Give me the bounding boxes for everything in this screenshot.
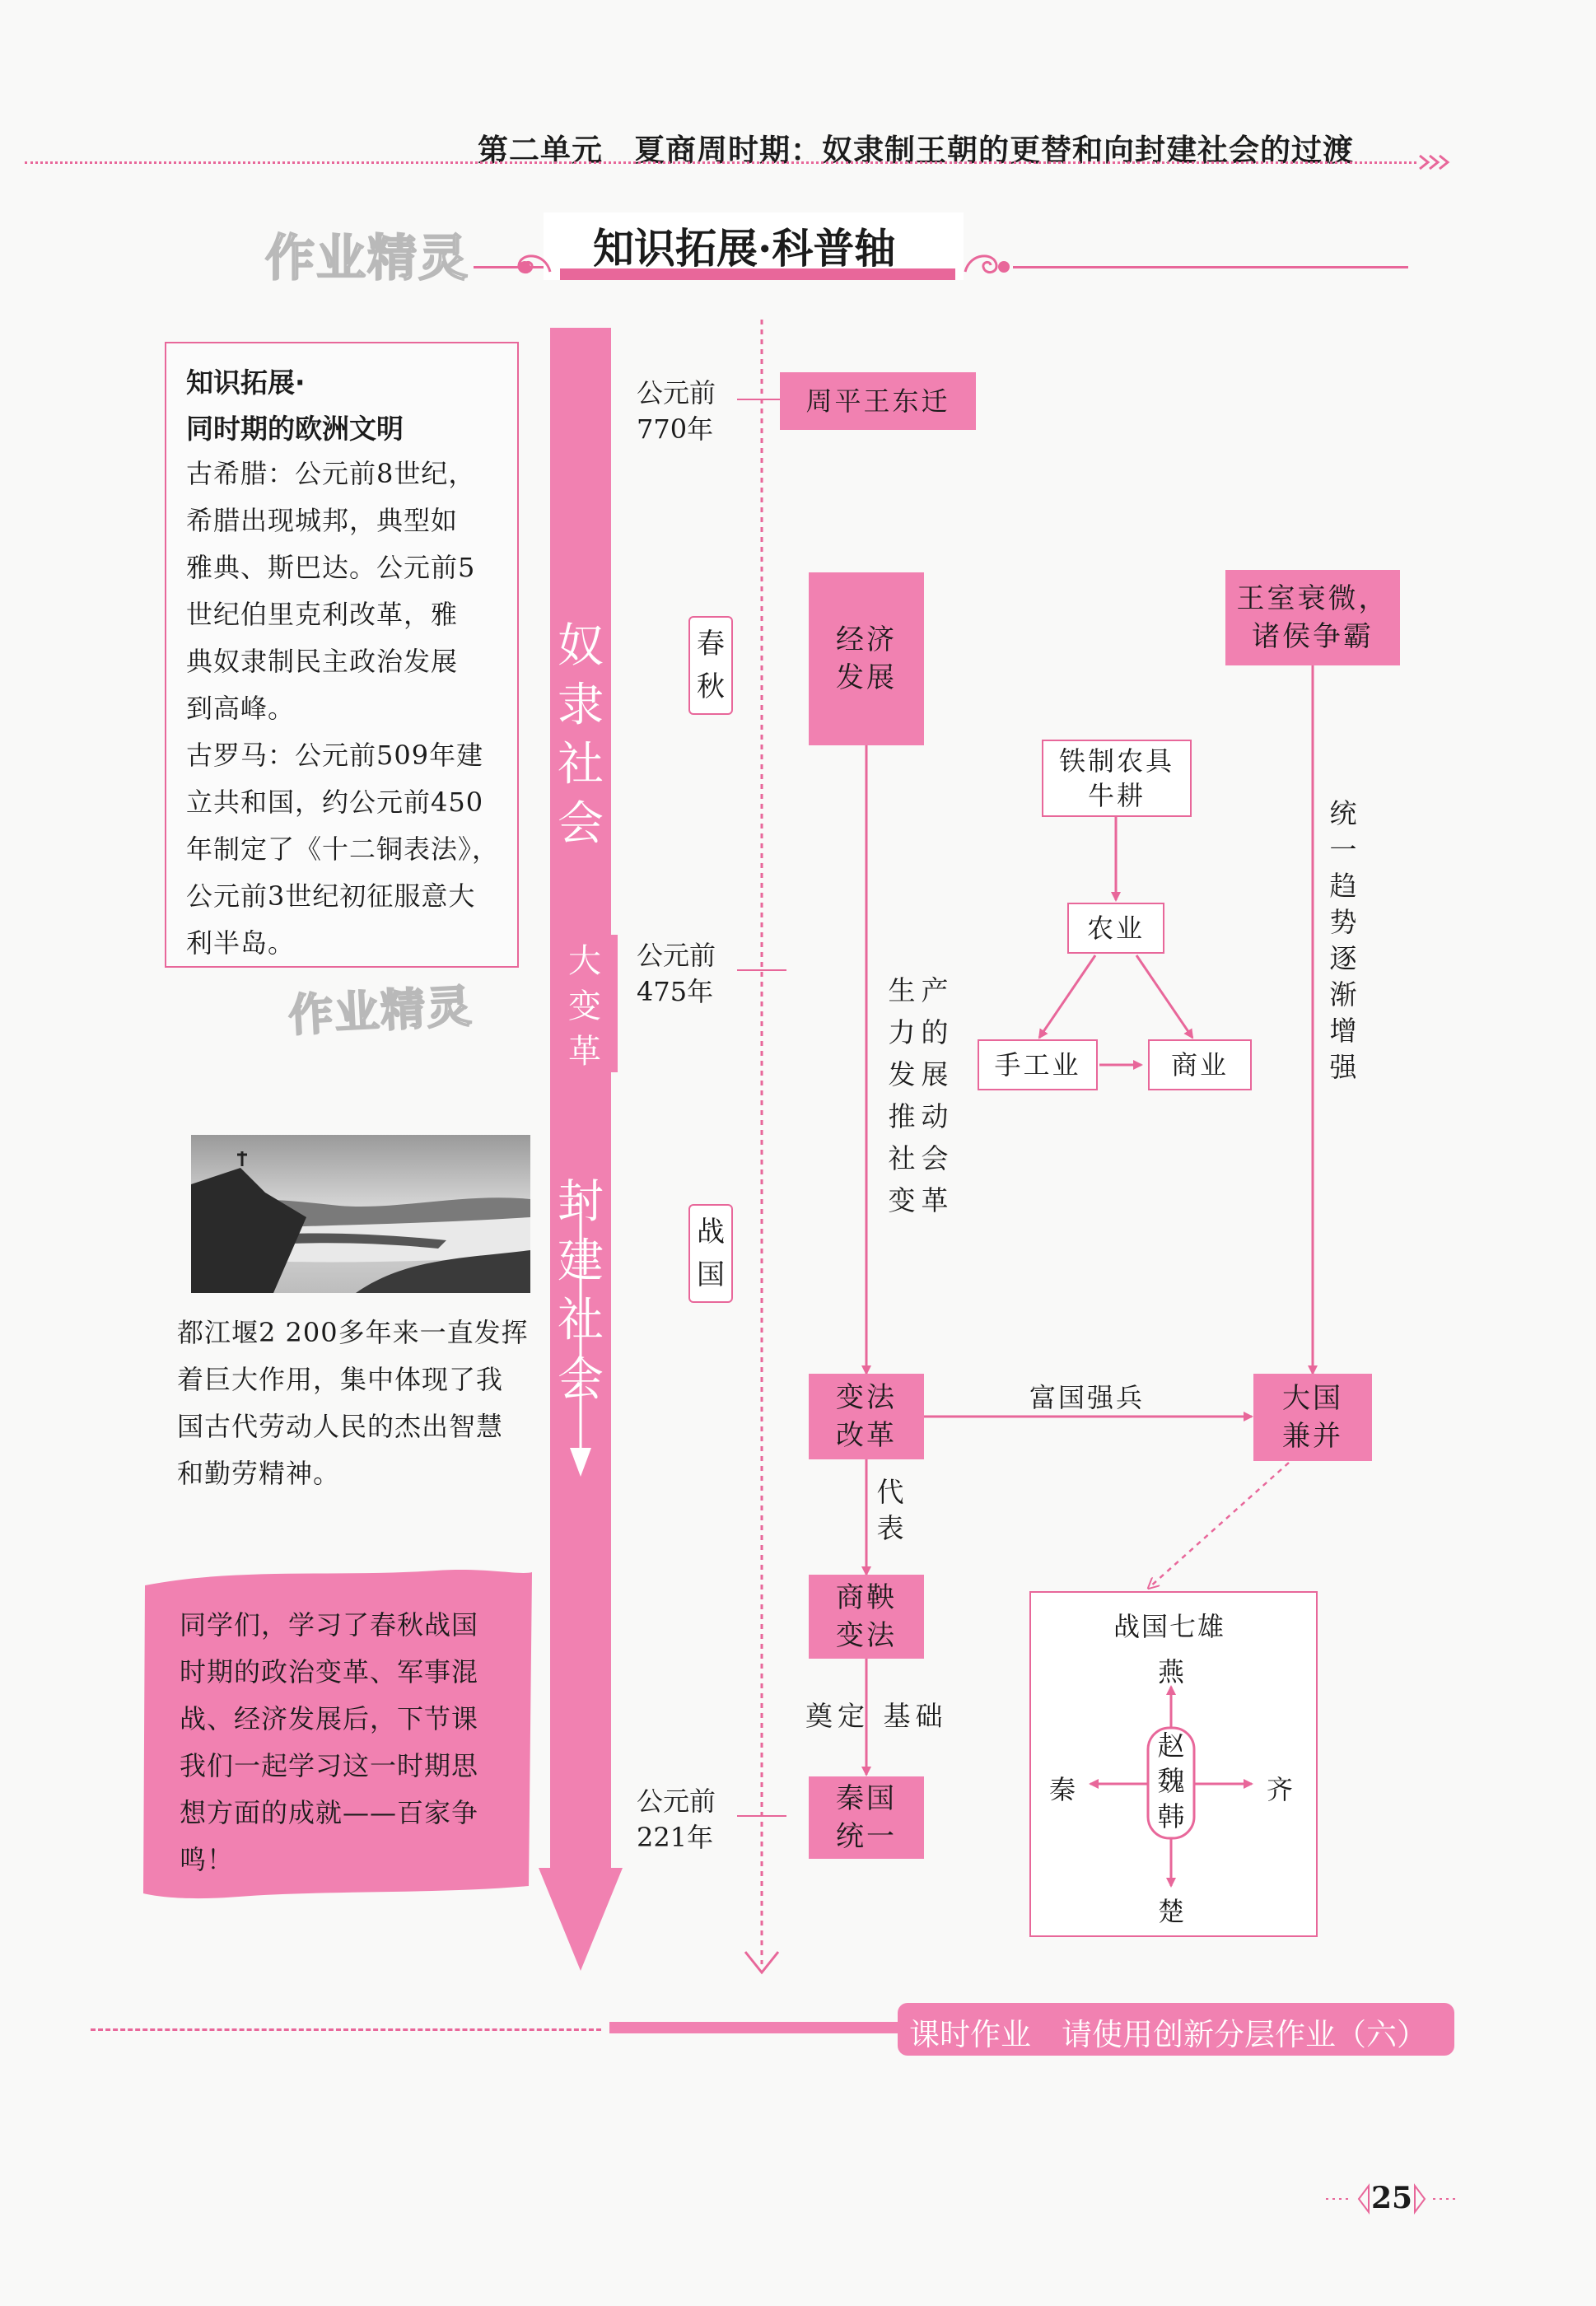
unit-title: 第二单元 夏商周时期：奴隶制王朝的更替和向封建社会的过渡 (478, 133, 1354, 168)
trend-char: 强 (1329, 1051, 1357, 1083)
productivity-char: 的 (921, 1016, 949, 1048)
trend-char: 渐 (1329, 978, 1357, 1011)
photo-caption-line: 着巨大作用，集中体现了我 (177, 1364, 504, 1395)
note-line: 想方面的成就——百家争 (180, 1797, 479, 1828)
info-line: 古罗马：公元前509年建 (186, 740, 484, 771)
photo-caption-line: 国古代劳动人民的杰出智慧 (177, 1411, 504, 1442)
foundation-label: 奠定 基础 (805, 1700, 948, 1732)
info-line: 公元前3世纪初征服意大 (186, 880, 476, 912)
productivity-char: 推 (888, 1100, 916, 1132)
trend-char: 趋 (1329, 870, 1357, 902)
royal-decline-line: 诸侯争霸 (1252, 620, 1374, 653)
royal-decline-line: 王室衰微， (1236, 582, 1389, 615)
info-heading-1: 知识拓展· (186, 366, 306, 399)
state-qi: 齐 (1267, 1774, 1296, 1805)
info-line: 利半岛。 (186, 927, 296, 959)
note-line: 鸣！ (180, 1844, 235, 1875)
reform-line: 改革 (836, 1419, 897, 1452)
feudal-society-char: 社 (558, 1294, 604, 1347)
period-char: 春 (697, 628, 725, 661)
year-line: 770年 (637, 413, 714, 445)
represent-char: 代 (876, 1476, 904, 1508)
photo-caption-line: 都江堰2 200多年来一直发挥 (177, 1317, 529, 1348)
page-number: 25 (1371, 2181, 1413, 2215)
productivity-char: 力 (888, 1016, 916, 1048)
footer-text: 课时作业 请使用创新分层作业（六） (909, 2017, 1427, 2052)
productivity-char: 会 (921, 1142, 949, 1174)
trend-char: 势 (1329, 906, 1357, 938)
period-char: 战 (697, 1216, 725, 1249)
feudal-society-char: 建 (558, 1235, 604, 1288)
note-line: 时期的政治变革、军事混 (180, 1656, 479, 1687)
watermark-middle: 作业精灵 (287, 980, 474, 1042)
year-line: 公元前 (637, 940, 716, 971)
year-line: 221年 (637, 1822, 714, 1853)
agriculture-label: 农业 (1086, 913, 1145, 944)
rich-strong-label: 富国强兵 (1029, 1382, 1146, 1413)
economy-line: 经济 (836, 623, 897, 656)
feudal-society-char: 会 (558, 1353, 604, 1407)
info-line: 年制定了《十二铜表法》， (186, 833, 500, 865)
seven-states-title: 战国七雄 (1113, 1611, 1226, 1642)
info-heading-2: 同时期的欧洲文明 (186, 413, 404, 445)
productivity-char: 革 (921, 1184, 949, 1216)
trend-char: 统 (1329, 797, 1357, 829)
state-wei: 魏 (1157, 1765, 1185, 1797)
section-title: 知识拓展·科普轴 (593, 224, 896, 273)
footer-bar (609, 2022, 906, 2033)
annexation-line: 大国 (1282, 1382, 1343, 1415)
trend-char: 增 (1329, 1015, 1357, 1047)
represent-char: 表 (876, 1512, 904, 1544)
qin-unify-line: 秦国 (836, 1782, 897, 1815)
qin-unify-line: 统一 (836, 1820, 897, 1853)
photo-caption-line: 和勤劳精神。 (177, 1458, 341, 1489)
shang-yang-line: 变法 (836, 1619, 897, 1652)
state-yan: 燕 (1158, 1656, 1188, 1687)
state-chu: 楚 (1158, 1896, 1188, 1927)
state-qin: 秦 (1049, 1774, 1079, 1805)
year-line: 475年 (637, 976, 714, 1007)
state-zhao: 赵 (1157, 1730, 1185, 1762)
note-line: 我们一起学习这一时期思 (180, 1750, 479, 1781)
great-change-char: 革 (552, 1025, 618, 1072)
period-char: 秋 (697, 670, 725, 703)
info-line: 世纪伯里克利改革，雅 (186, 599, 459, 630)
shang-yang-line: 商鞅 (836, 1581, 897, 1614)
iron-tools-line: 牛耕 (1087, 780, 1146, 811)
watermark-top: 作业精灵 (265, 230, 469, 287)
productivity-char: 生 (888, 974, 916, 1006)
period-char: 国 (697, 1258, 725, 1291)
annexation-line: 兼并 (1282, 1420, 1343, 1453)
year-line: 公元前 (637, 377, 716, 408)
slave-society-char: 会 (558, 797, 604, 851)
slave-society-char: 隶 (558, 679, 604, 732)
productivity-char: 变 (888, 1184, 916, 1216)
info-line: 希腊出现城邦，典型如 (186, 505, 459, 536)
productivity-char: 产 (921, 974, 949, 1006)
productivity-char: 展 (921, 1058, 949, 1090)
center-states (1152, 1728, 1190, 1834)
productivity-char: 动 (921, 1100, 949, 1132)
economy-line: 发展 (836, 661, 897, 694)
handicraft-label: 手工业 (994, 1049, 1081, 1081)
productivity-char: 发 (888, 1058, 916, 1090)
info-line: 雅典、斯巴达。公元前5 (186, 552, 476, 583)
trend-char: 一 (1329, 833, 1357, 866)
productivity-char: 社 (888, 1142, 916, 1174)
move-east-label: 周平王东迁 (805, 385, 950, 417)
slave-society-char: 奴 (558, 619, 604, 673)
footer-dash-left (91, 2028, 601, 2031)
iron-tools-line: 铁制农具 (1058, 745, 1174, 777)
state-han: 韩 (1157, 1800, 1185, 1832)
great-change-char: 变 (552, 980, 618, 1027)
feudal-society-char: 封 (558, 1175, 604, 1229)
trend-char: 逐 (1329, 942, 1357, 974)
info-line: 典奴隶制民主政治发展 (186, 646, 459, 677)
note-line: 战、经济发展后，下节课 (180, 1703, 479, 1734)
commerce-label: 商业 (1170, 1049, 1229, 1081)
great-change-char: 大 (552, 935, 618, 982)
year-line: 公元前 (637, 1786, 716, 1817)
info-line: 到高峰。 (186, 693, 296, 724)
reform-line: 变法 (836, 1381, 897, 1414)
slave-society-char: 社 (558, 738, 604, 791)
info-line: 立共和国，约公元前450 (186, 787, 484, 818)
note-line: 同学们，学习了春秋战国 (180, 1609, 479, 1641)
info-line: 古希腊：公元前8世纪， (186, 458, 476, 489)
